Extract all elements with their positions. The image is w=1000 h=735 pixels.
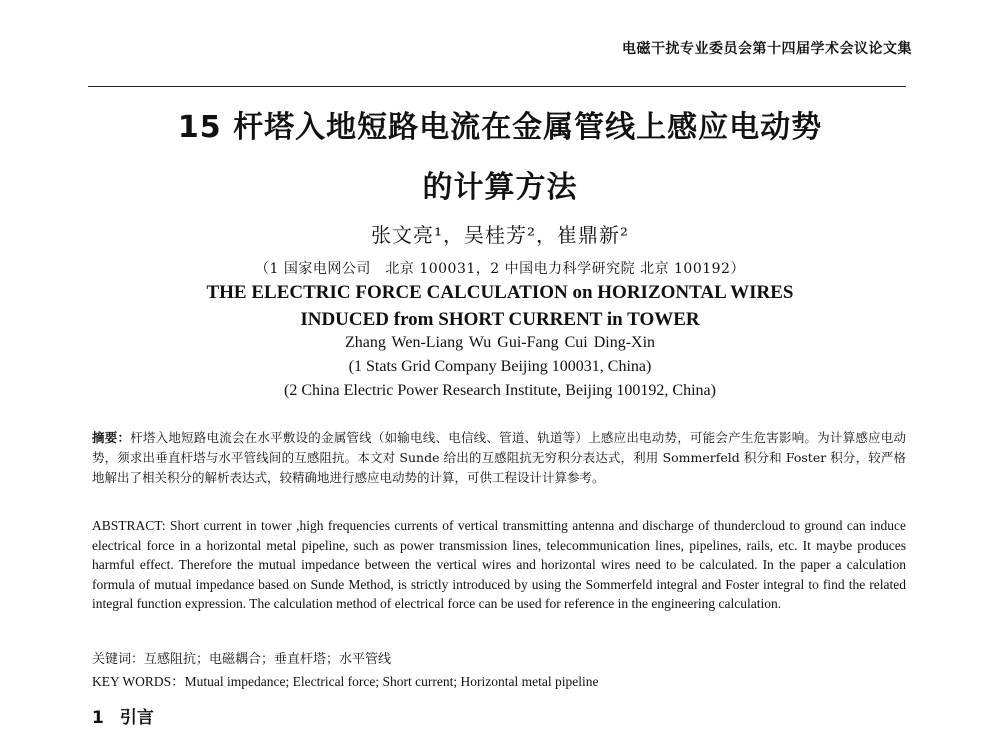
header-rule (88, 86, 906, 87)
abstract-cn-text: 杆塔入地短路电流会在水平敷设的金属管线（如输电线、电信线、管道、轨道等）上感应出电动势，可能会产生危害影响。为计算感应电动势，须求出垂直杆塔与水平管线间的互感阻抗。本文对 Sunde 给出的互感阻抗无穷积分表达式，利用 Sommerfeld 积分和 Foster 积分，较严格地解出了相关积分的解析表达式，较精确地进行感应电动势的计算，可供工程设计计算参考。 (92, 430, 906, 485)
title-en-line1: THE ELECTRIC FORCE CALCULATION on HORIZONTAL WIRES (206, 282, 794, 303)
section-heading (92, 703, 154, 728)
section-title: 引言 (119, 708, 154, 728)
abstract-en-text: Short current in tower ,high frequencies currents of vertical transmitting antenna and discharge of thundercloud to ground can induce electrical force in a horizontal metal pipeline, such as power transmission lines, telecommunication lines, pipelines, rails, etc. It maybe produces harmful effect. Therefore the mutual impedance between the vertical wires and horizontal wires need to be calculated. In the paper a calculation formula of mutual impedance based on Sunde Method, is strictly introduced by using the Sommerfeld integral and Foster integral to find the related integral function expression. The calculation method of electrical force can be used for reference in the engineering calculation. (92, 518, 906, 612)
title-cn-line2: 的计算方法 (422, 170, 578, 205)
section-number: 1 (92, 708, 104, 728)
title-cn-line1: 15 杆塔入地短路电流在金属管线上感应电动势 (177, 110, 823, 145)
keywords-cn: 关键词：互感阻抗；电磁耦合；垂直杆塔；水平管线 (92, 652, 392, 667)
affiliation-cn: （1 国家电网公司 北京 100031，2 中国电力科学研究院 北京 100192） (255, 261, 745, 277)
affiliation-en-2: (2 China Electric Power Research Institute, Beijing 100192, China) (284, 382, 716, 399)
running-header: 电磁干扰专业委员会第十四届学术会议论文集 (622, 41, 912, 57)
abstract-en (92, 516, 906, 614)
abstract-cn (92, 428, 906, 488)
abstract-cn-label: 摘要： (92, 430, 131, 445)
keywords-en: KEY WORDS：Mutual impedance; Electrical force; Short current; Horizontal metal pipeline (92, 674, 599, 689)
authors-en: Zhang Wen-Liang Wu Gui-Fang Cui Ding-Xin (344, 334, 656, 351)
abstract-en-label: ABSTRACT: (92, 518, 166, 533)
title-en-line2: INDUCED from SHORT CURRENT in TOWER (300, 309, 700, 330)
authors-cn: 张文亮¹，吴桂芳²，崔鼎新² (370, 223, 630, 247)
affiliation-en-1: (1 Stats Grid Company Beijing 100031, China) (348, 358, 652, 375)
